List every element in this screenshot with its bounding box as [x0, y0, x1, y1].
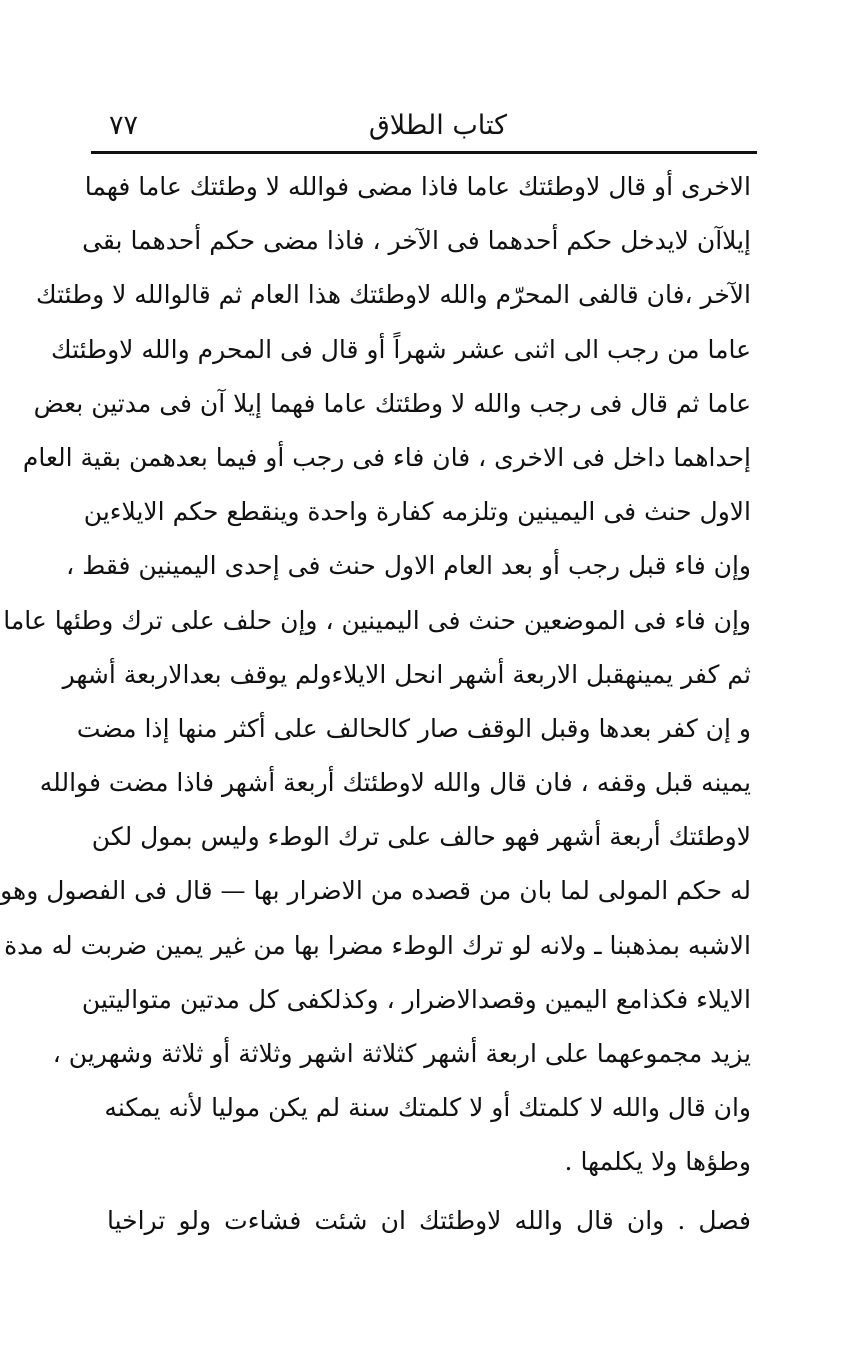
- page-number: ٧٧: [109, 110, 139, 141]
- text-line: يزيد مجموعهما على اربعة أشهر كثلاثة اشهر وثلاثة أو ثلاثة وشهرين ،: [52, 1039, 751, 1068]
- text-line: الايلاء فكذامع اليمين وقصدالاضرار ، وكذلكفى كل مدتين متواليتين: [81, 984, 751, 1014]
- text-line: الآخر ،فان قالفى المحرّم والله لاوطئتك هذا العام ثم قالوالله لا وطئتك: [36, 280, 751, 310]
- running-header: [91, 104, 757, 148]
- text-line: و إن كفر بعدها وقبل الوقف صار كالحالف على أكثر منها إذا مضت: [76, 713, 751, 743]
- header-rule: [91, 151, 757, 154]
- body-text: [0, 160, 751, 1248]
- text-line: له حكم المولى لما بان من قصده من الاضرار بها — قال فى الفصول وهو: [0, 876, 751, 906]
- text-line: عاما ثم قال فى رجب والله لا وطئتك عاما فهما إيلا آن فى مدتين بعض: [33, 388, 751, 418]
- section-start-line: فصل . وان قال والله لاوطئتك ان شئت فشاءت ولو تراخيا: [107, 1205, 751, 1235]
- paragraph-end-line: وطؤها ولا يكلمها .: [564, 1147, 751, 1177]
- text-line: يمينه قبل وقفه ، فان قال والله لاوطئتك أربعة أشهر فاذا مضت فوالله: [39, 768, 751, 798]
- text-line: لاوطئتك أربعة أشهر فهو حالف على ترك الوطء وليس بمول لكن: [91, 822, 751, 852]
- text-line: إحداهما داخل فى الاخرى ، فان فاء فى رجب أو فيما بعدهمن بقية العام: [22, 442, 751, 472]
- text-line: عاما من رجب الى اثنى عشر شهراً أو قال فى المحرم والله لاوطئتك: [51, 334, 751, 364]
- text-line: ثم كفر يمينهقبل الاربعة أشهر انحل الايلاءولم يوقف بعدالاربعة أشهر: [62, 659, 751, 689]
- text-line: الاشبه بمذهبنا ـ ولانه لو ترك الوطء مضرا بها من غير يمين ضربت له مدة: [4, 930, 751, 960]
- text-line: وإن فاء قبل رجب أو بعد العام الاول حنث فى إحدى اليمينين فقط ،: [66, 551, 751, 581]
- text-line: وإن فاء فى الموضعين حنث فى اليمينين ، وإن حلف على ترك وطئها عاما: [3, 605, 751, 635]
- text-line: إيلاآن لايدخل حكم أحدهما فى الآخر ، فاذا مضى حكم أحدهما بقى: [82, 226, 751, 256]
- running-title: كتاب الطلاق: [368, 110, 507, 141]
- text-line: الاول حنث فى اليمينين وتلزمه كفارة واحدة وينقطع حكم الايلاءين: [83, 497, 751, 527]
- text-line: وان قال والله لا كلمتك أو لا كلمتك سنة لم يكن موليا لأنه يمكنه: [104, 1093, 751, 1123]
- text-line: الاخرى أو قال لاوطئتك عاما فاذا مضى فوالله لا وطئتك عاما فهما: [84, 172, 751, 201]
